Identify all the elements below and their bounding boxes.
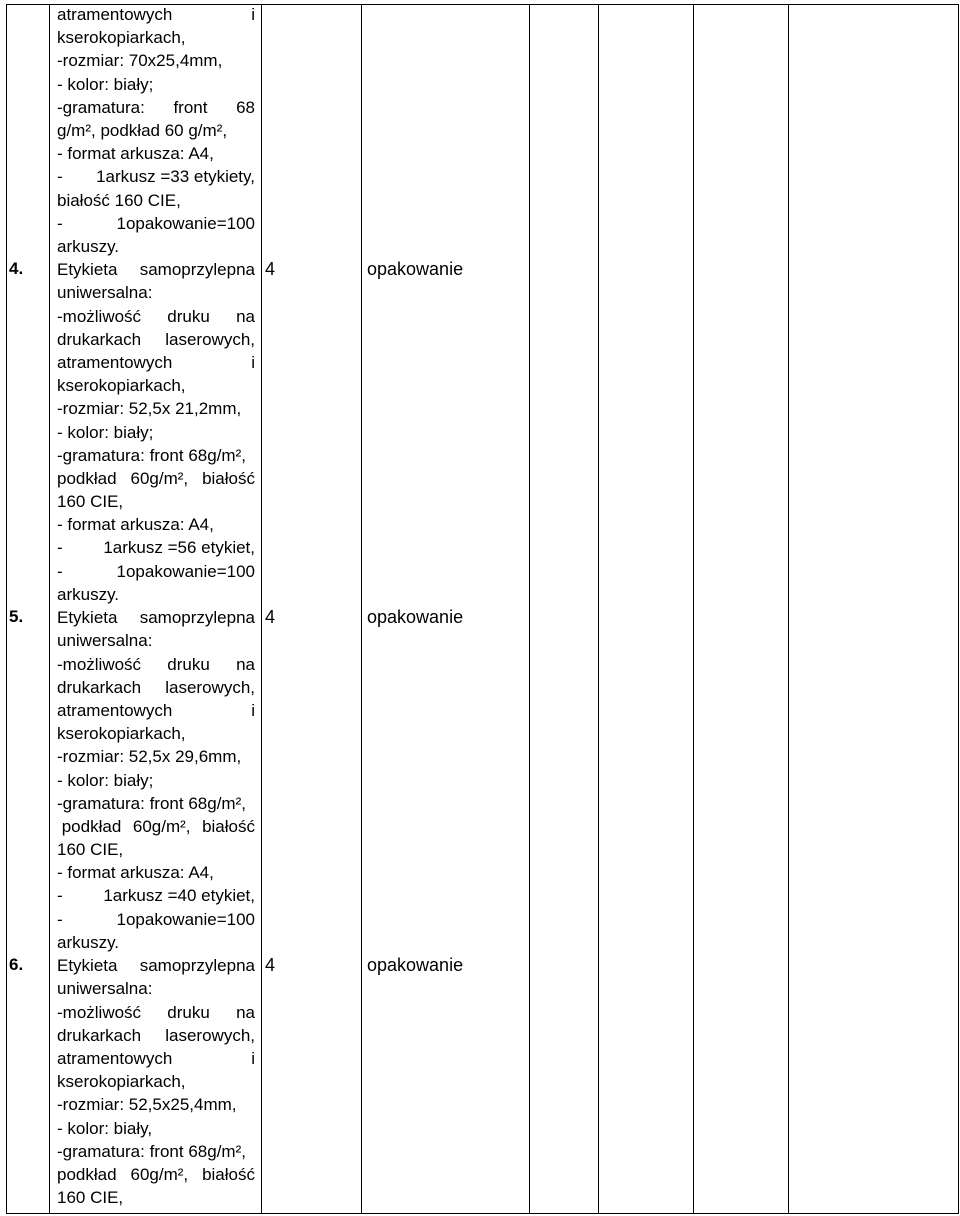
description-line — [57, 165, 255, 188]
description-line — [57, 815, 255, 838]
description-text: - — [57, 167, 63, 187]
description-line — [57, 26, 255, 49]
description-line — [57, 977, 255, 1000]
description-text: białość — [202, 1164, 255, 1184]
description-text: - — [57, 561, 63, 581]
description-line — [57, 1024, 255, 1047]
description-line — [57, 212, 255, 235]
description-text: samoprzylepna — [139, 608, 255, 628]
description-line — [57, 745, 255, 768]
item-description — [57, 954, 255, 1209]
description-text: -rozmiar: 52,5x 29,6mm, — [57, 747, 242, 767]
description-line — [57, 142, 255, 165]
description-text: 68 — [236, 97, 255, 117]
description-text: na — [236, 1002, 255, 1022]
description-line — [57, 189, 255, 212]
description-text: -gramatura: front 68g/m², — [57, 793, 246, 813]
description-text: - kolor: biały; — [57, 74, 154, 94]
description-line — [57, 560, 255, 583]
item-unit: opakowanie — [367, 259, 464, 280]
description-text: g/m², podkład 60 g/m², — [57, 120, 228, 140]
description-text: samoprzylepna — [139, 956, 255, 976]
description-line — [57, 1186, 255, 1209]
description-text: kserokopiarkach, — [57, 1072, 186, 1092]
description-line — [57, 397, 255, 420]
description-line — [57, 1093, 255, 1116]
description-text: laserowych, — [165, 1025, 255, 1045]
description-line — [57, 1163, 255, 1186]
description-text: atramentowych — [57, 5, 173, 24]
item-unit: opakowanie — [367, 955, 464, 976]
description-text: drukarkach — [57, 329, 142, 349]
description-text: 1opakowanie=100 — [116, 213, 255, 233]
table-bottom-border — [6, 1213, 959, 1214]
description-line — [57, 49, 255, 72]
description-text: na — [236, 306, 255, 326]
description-text: podkład — [57, 1164, 117, 1184]
description-text: -rozmiar: 52,5x 21,2mm, — [57, 399, 242, 419]
column-border — [261, 4, 262, 1214]
description-text: uniwersalna: — [57, 283, 153, 303]
description-text: na — [236, 654, 255, 674]
description-line — [57, 1117, 255, 1140]
description-text: -możliwość — [57, 1002, 142, 1022]
description-text: i — [251, 700, 255, 720]
item-description — [57, 606, 255, 954]
column-border — [958, 4, 959, 1214]
description-text: kserokopiarkach, — [57, 28, 186, 48]
description-line — [57, 536, 255, 559]
description-text: arkuszy. — [57, 236, 120, 256]
description-line — [57, 583, 255, 606]
description-text: 1opakowanie=100 — [116, 561, 255, 581]
description-line — [57, 281, 255, 304]
description-text: i — [251, 352, 255, 372]
description-line — [57, 699, 255, 722]
description-line — [57, 676, 255, 699]
description-text: 1arkusz =56 etykiet, — [103, 538, 255, 558]
description-line — [57, 653, 255, 676]
description-text: - kolor: biały; — [57, 770, 154, 790]
description-text: kserokopiarkach, — [57, 724, 186, 744]
description-text: - format arkusza: A4, — [57, 515, 214, 535]
description-line — [57, 954, 255, 977]
description-text: 60g/m², — [130, 1164, 189, 1184]
description-text: białość — [202, 816, 255, 836]
description-text: 1opakowanie=100 — [116, 909, 255, 929]
description-line — [57, 629, 255, 652]
description-text: atramentowych — [57, 700, 173, 720]
description-text: - — [57, 213, 63, 233]
description-text: Etykieta — [57, 608, 118, 628]
description-text: arkuszy. — [57, 584, 120, 604]
item-quantity: 4 — [265, 607, 276, 628]
description-text: atramentowych — [57, 1048, 173, 1068]
description-line — [57, 235, 255, 258]
description-text: - format arkusza: A4, — [57, 863, 214, 883]
description-text: 160 CIE, — [57, 492, 124, 512]
description-text: 160 CIE, — [57, 840, 124, 860]
description-line — [57, 96, 255, 119]
description-line — [57, 1140, 255, 1163]
description-text: białość — [202, 468, 255, 488]
description-text: i — [251, 1048, 255, 1068]
description-line — [57, 119, 255, 142]
description-line — [57, 769, 255, 792]
description-text: laserowych, — [165, 329, 255, 349]
description-text: -gramatura: front 68g/m², — [57, 445, 246, 465]
description-text: druku — [167, 654, 210, 674]
description-text: drukarkach — [57, 1025, 142, 1045]
description-text: i — [251, 5, 255, 24]
description-line — [57, 1070, 255, 1093]
description-line — [57, 444, 255, 467]
item-unit: opakowanie — [367, 607, 464, 628]
description-text: -możliwość — [57, 306, 142, 326]
description-text: - format arkusza: A4, — [57, 144, 214, 164]
description-text: - kolor: biały, — [57, 1118, 153, 1138]
description-text: - — [57, 909, 63, 929]
description-text: - — [57, 886, 63, 906]
item-description — [57, 258, 255, 606]
description-text: samoprzylepna — [139, 260, 255, 280]
item-quantity: 4 — [265, 955, 276, 976]
description-text: front — [173, 97, 208, 117]
description-text: -rozmiar: 52,5x25,4mm, — [57, 1095, 237, 1115]
description-text: 1arkusz =33 etykiety, — [96, 167, 255, 187]
description-line — [57, 1001, 255, 1024]
column-border — [598, 4, 599, 1214]
description-line — [57, 1047, 255, 1070]
description-line — [57, 73, 255, 96]
column-border — [361, 4, 362, 1214]
description-text: druku — [167, 306, 210, 326]
description-line — [57, 792, 255, 815]
item-number: 4. — [9, 259, 24, 279]
description-text: - — [57, 538, 63, 558]
column-border — [788, 4, 789, 1214]
description-text: laserowych, — [165, 677, 255, 697]
prev-item-description — [57, 3, 255, 258]
column-border — [6, 4, 7, 1214]
description-text: -możliwość — [57, 654, 142, 674]
description-text: uniwersalna: — [57, 631, 153, 651]
description-text: -gramatura: front 68g/m², — [57, 1141, 246, 1161]
description-text: Etykieta — [57, 260, 118, 280]
description-line — [57, 258, 255, 281]
column-border — [529, 4, 530, 1214]
column-border — [49, 4, 50, 1214]
description-text: podkład — [57, 816, 122, 836]
description-line — [57, 513, 255, 536]
description-text: -rozmiar: 70x25,4mm, — [57, 51, 223, 71]
description-text: kserokopiarkach, — [57, 376, 186, 396]
description-line — [57, 861, 255, 884]
column-border — [693, 4, 694, 1214]
description-line — [57, 421, 255, 444]
item-number: 6. — [9, 955, 24, 975]
description-text: 1arkusz =40 etykiet, — [103, 886, 255, 906]
description-line — [57, 884, 255, 907]
description-text: arkuszy. — [57, 932, 120, 952]
description-line — [57, 328, 255, 351]
description-line — [57, 3, 255, 26]
description-text: -gramatura: — [57, 97, 145, 117]
description-line — [57, 490, 255, 513]
description-line — [57, 351, 255, 374]
item-quantity: 4 — [265, 259, 276, 280]
description-text: 60g/m², — [130, 468, 189, 488]
description-line — [57, 606, 255, 629]
description-line — [57, 931, 255, 954]
description-line — [57, 467, 255, 490]
description-line — [57, 722, 255, 745]
description-line — [57, 374, 255, 397]
description-text: atramentowych — [57, 352, 173, 372]
description-text: białość 160 CIE, — [57, 190, 181, 210]
description-text: druku — [167, 1002, 210, 1022]
description-text: 60g/m², — [132, 816, 191, 836]
description-text: - kolor: biały; — [57, 422, 154, 442]
description-text: podkład — [57, 468, 117, 488]
item-number: 5. — [9, 607, 24, 627]
description-line — [57, 305, 255, 328]
description-line — [57, 838, 255, 861]
description-text: 160 CIE, — [57, 1188, 124, 1208]
description-text: Etykieta — [57, 956, 118, 976]
description-text: uniwersalna: — [57, 979, 153, 999]
description-text: drukarkach — [57, 677, 142, 697]
description-line — [57, 908, 255, 931]
